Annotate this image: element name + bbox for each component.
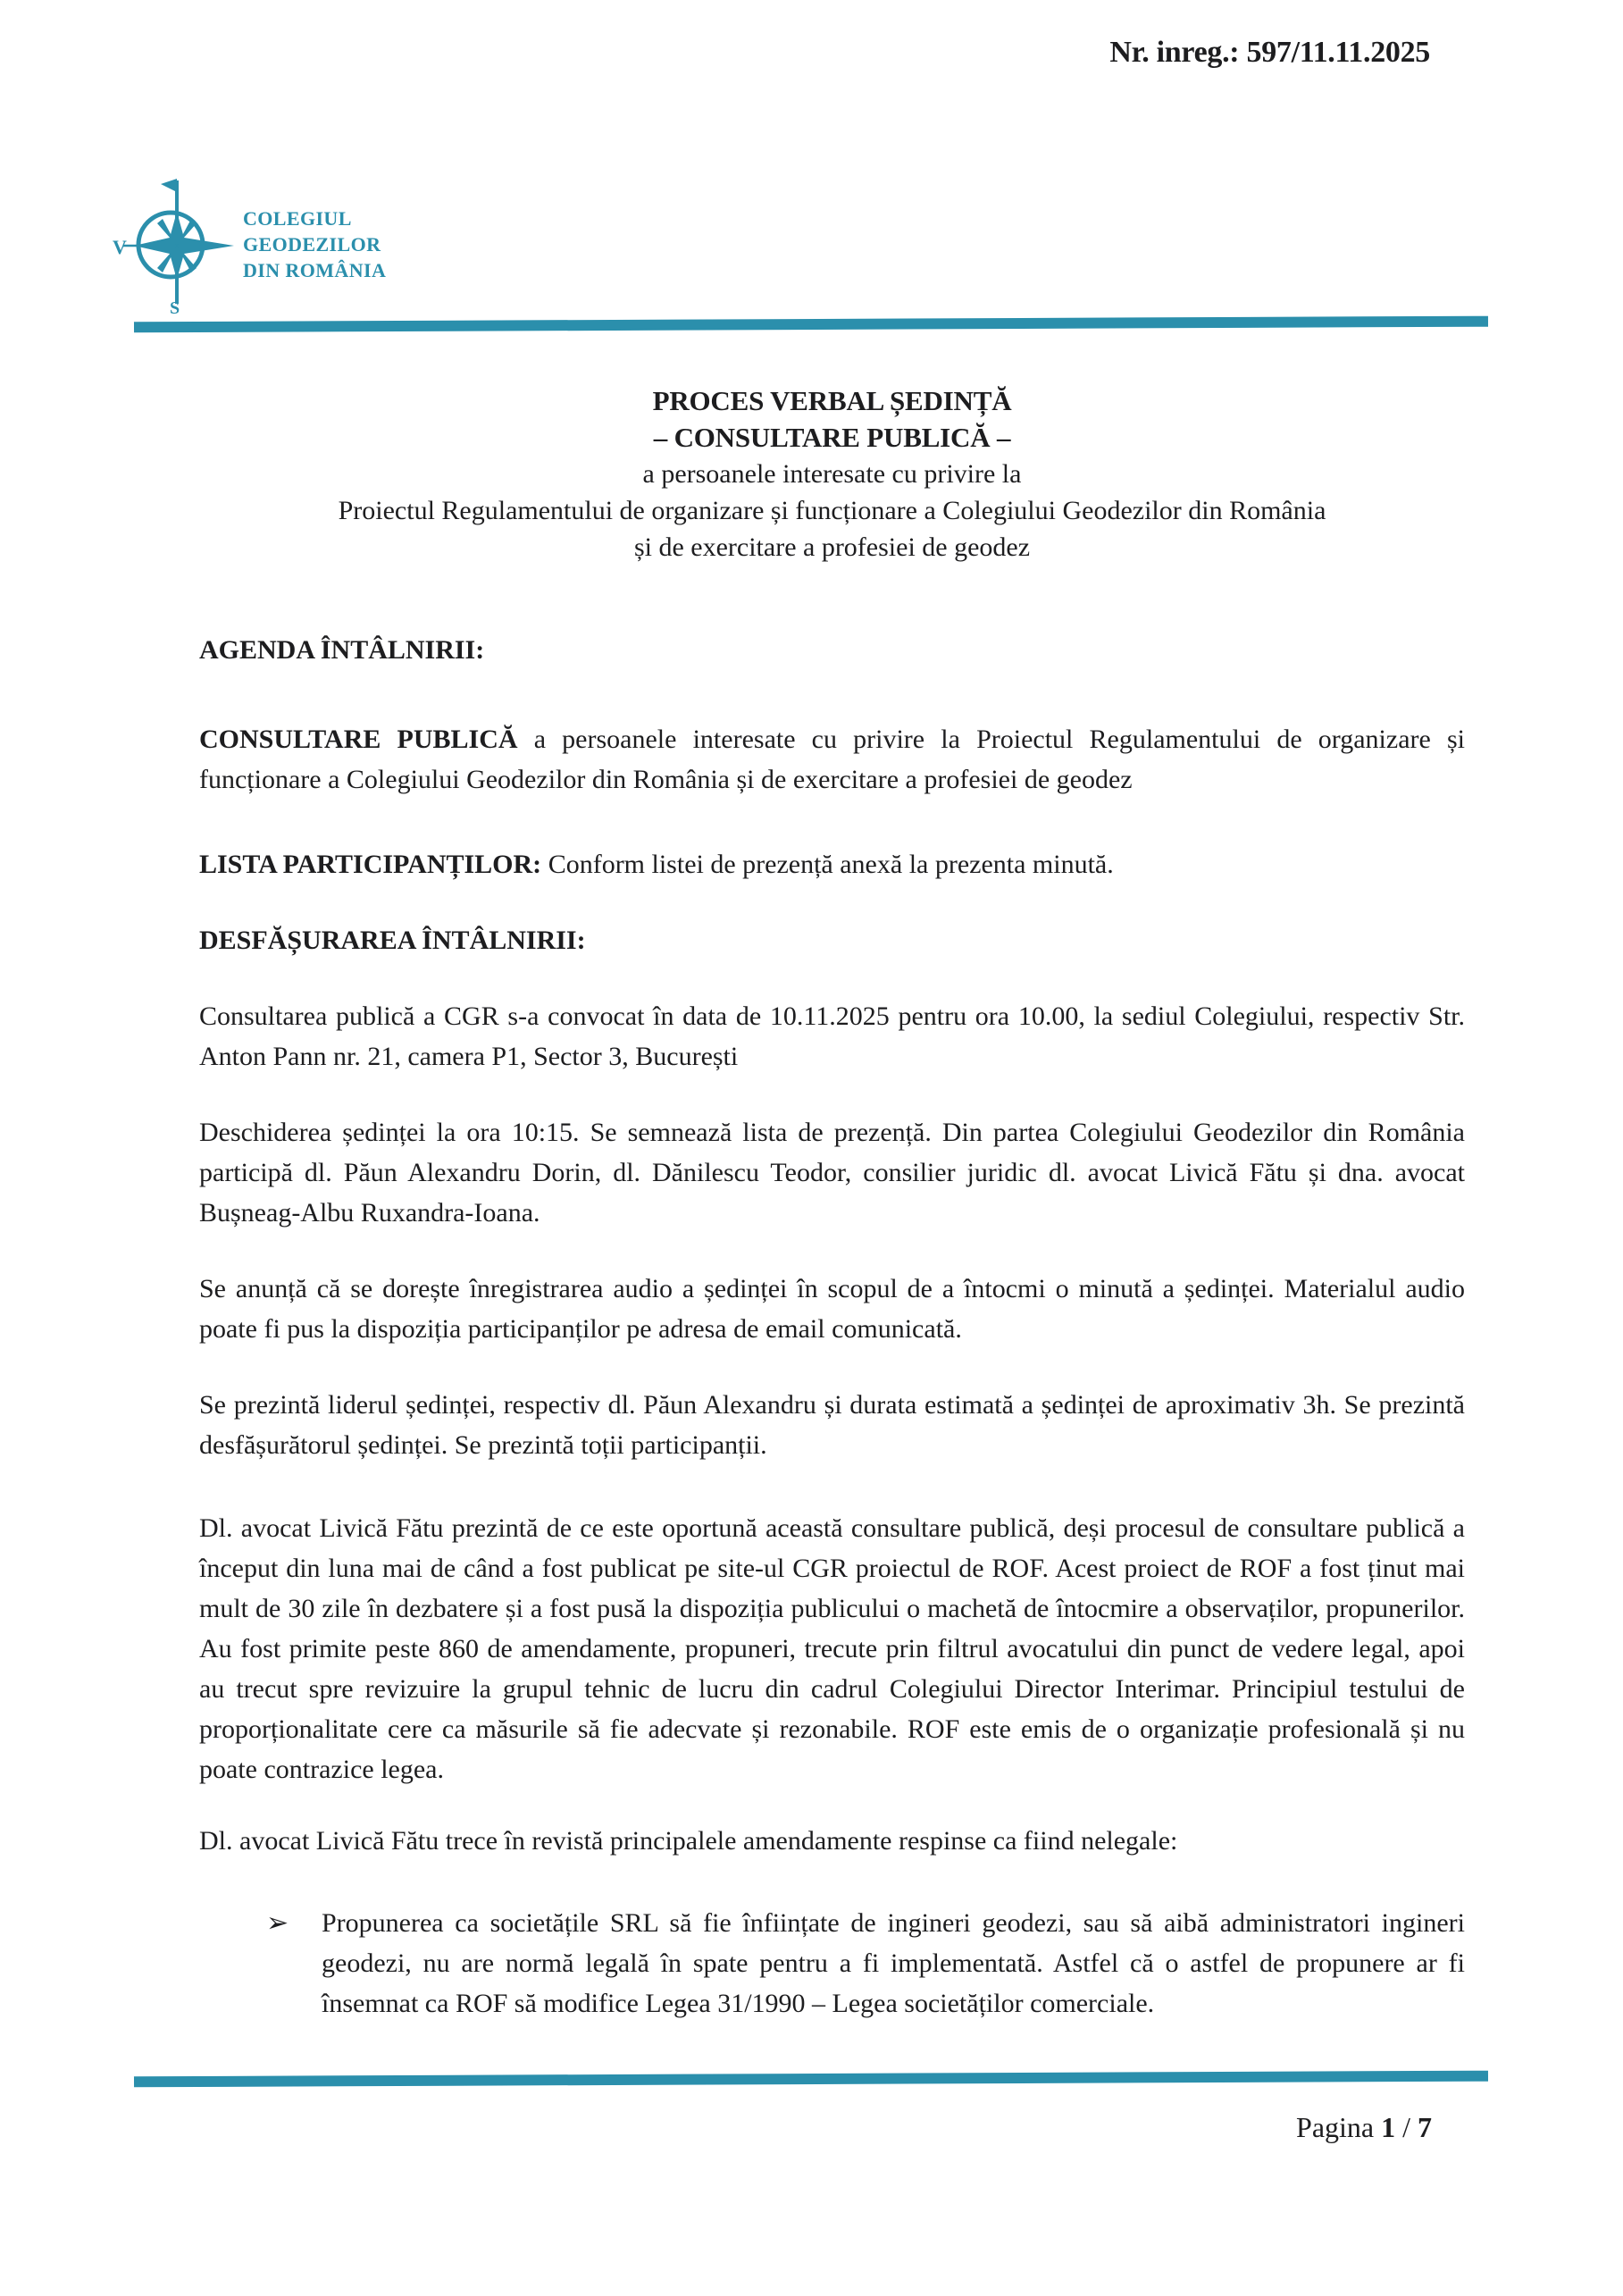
document-title	[199, 382, 1465, 566]
agenda-paragraph-lead: CONSULTARE PUBLICĂ	[199, 725, 518, 754]
participants-rest: Conform listei de prezență anexă la prezenta minută.	[541, 850, 1114, 879]
footer-divider	[134, 2071, 1488, 2088]
paragraph-convocation: Consultarea publică a CGR s-a convocat în data de 10.11.2025 pentru ora 10.00, la sediul Colegiului, respectiv Str. Anton Pann nr. 21, camera P1, Sector 3, București	[199, 1001, 1465, 1071]
title-line-2: – CONSULTARE PUBLICĂ –	[653, 422, 1011, 453]
agenda-heading: AGENDA ÎNTÂLNIRII:	[199, 635, 485, 665]
organization-logo	[113, 173, 386, 314]
title-line-4: Proiectul Regulamentului de organizare și funcționare a Colegiului Geodezilor din România	[338, 496, 1326, 525]
document-body	[199, 382, 1465, 2024]
title-line-5: și de exercitare a profesiei de geodez	[633, 532, 1031, 562]
organization-name	[243, 205, 386, 283]
page-number	[1296, 2111, 1432, 2144]
organization-name-line: COLEGIUL	[243, 206, 352, 230]
page-number-current: 1	[1381, 2111, 1396, 2143]
agenda-paragraph-rest: a persoanele interesate cu privire la Proiectul Regulamentului de organizare și funcționare a Colegiului Geodezilor din România și de exercitare a profesiei de geodez	[199, 725, 1465, 794]
paragraph-opening: Deschiderea ședinței la ora 10:15. Se semnează lista de prezență. Din partea Colegiului Geodezilor din România participă dl. Păun Alexandru Dorin, dl. Dănilescu Teodor, consilier juridic dl. avocat Livică Fătu și dna. avocat Bușneag-Albu Ruxandra-Ioana.	[199, 1118, 1465, 1228]
paragraph-consultation-context: Dl. avocat Livică Fătu prezintă de ce este oportună această consultare publică, deși procesul de consultare publică a început din luna mai de când a fost publicat pe site-ul CGR proiectul de ROF. Acest proiect de ROF a fost ținut mai mult de 30 zile în dezbatere și a fost pusă la dispoziția publicului o machetă de întocmire a observaților, propunerilor. Au fost primite peste 860 de amendamente, propuneri, trecute prin filtrul avocatului din punct de vedere legal, apoi au trecut spre revizuire la grupul tehnic de lucru din cadrul Colegiului Director Interimar. Principiul testului de proporționalitate cere ca măsurile să fie adecvate și rezonabile. ROF este emis de o organizație profesională și nu poate contrazice legea.	[199, 1513, 1465, 1784]
compass-south-letter: S	[170, 298, 180, 314]
organization-name-line: DIN ROMÂNIA	[243, 258, 387, 281]
organization-name-line: GEODEZILOR	[243, 232, 381, 256]
header-divider	[134, 316, 1488, 333]
bullet-item-text: Propunerea ca societățile SRL să fie înființate de ingineri geodezi, sau să aibă administratori ingineri geodezi, nu are normă legală în spate pentru a fi implementată. Astfel că o astfel de propunere ar fi însemnat ca ROF să modifice Legea 31/1990 – Legea societăților comerciale.	[322, 1908, 1465, 2018]
compass-rose-icon	[113, 173, 239, 314]
proceedings-heading: DESFĂȘURAREA ÎNTÂLNIRII:	[199, 926, 586, 955]
bullet-arrow-icon: ➢	[266, 1908, 289, 1938]
agenda-paragraph	[199, 719, 1465, 800]
compass-west-letter: V	[113, 236, 127, 258]
paragraph-session-leader: Se prezintă liderul ședinței, respectiv dl. Păun Alexandru și durata estimată a ședinței de aproximativ 3h. Se prezintă desfășurătorul ședinței. Se prezintă toții participanții.	[199, 1390, 1465, 1460]
paragraph-audio-recording: Se anunță că se dorește înregistrarea audio a ședinței în scopul de a întocmi o minută a ședinței. Materialul audio poate fi pus la dispoziția participanților pe adresa de email comunicată.	[199, 1274, 1465, 1344]
page-number-total: 7	[1418, 2111, 1432, 2143]
bullet-item-srl-proposal	[266, 1903, 1465, 2024]
participants-paragraph	[199, 844, 1465, 884]
title-line-3: a persoanele interesate cu privire la	[642, 459, 1022, 489]
registration-number: Nr. inreg.: 597/11.11.2025	[1109, 36, 1430, 69]
participants-lead: LISTA PARTICIPANȚILOR:	[199, 850, 542, 879]
page-number-separator: /	[1402, 2111, 1410, 2143]
title-line-1: PROCES VERBAL ȘEDINȚĂ	[652, 385, 1012, 416]
page-number-label: Pagina	[1296, 2111, 1375, 2143]
paragraph-rejected-amendments-intro: Dl. avocat Livică Fătu trece în revistă principalele amendamente respinse ca fiind nelegale:	[199, 1826, 1178, 1856]
